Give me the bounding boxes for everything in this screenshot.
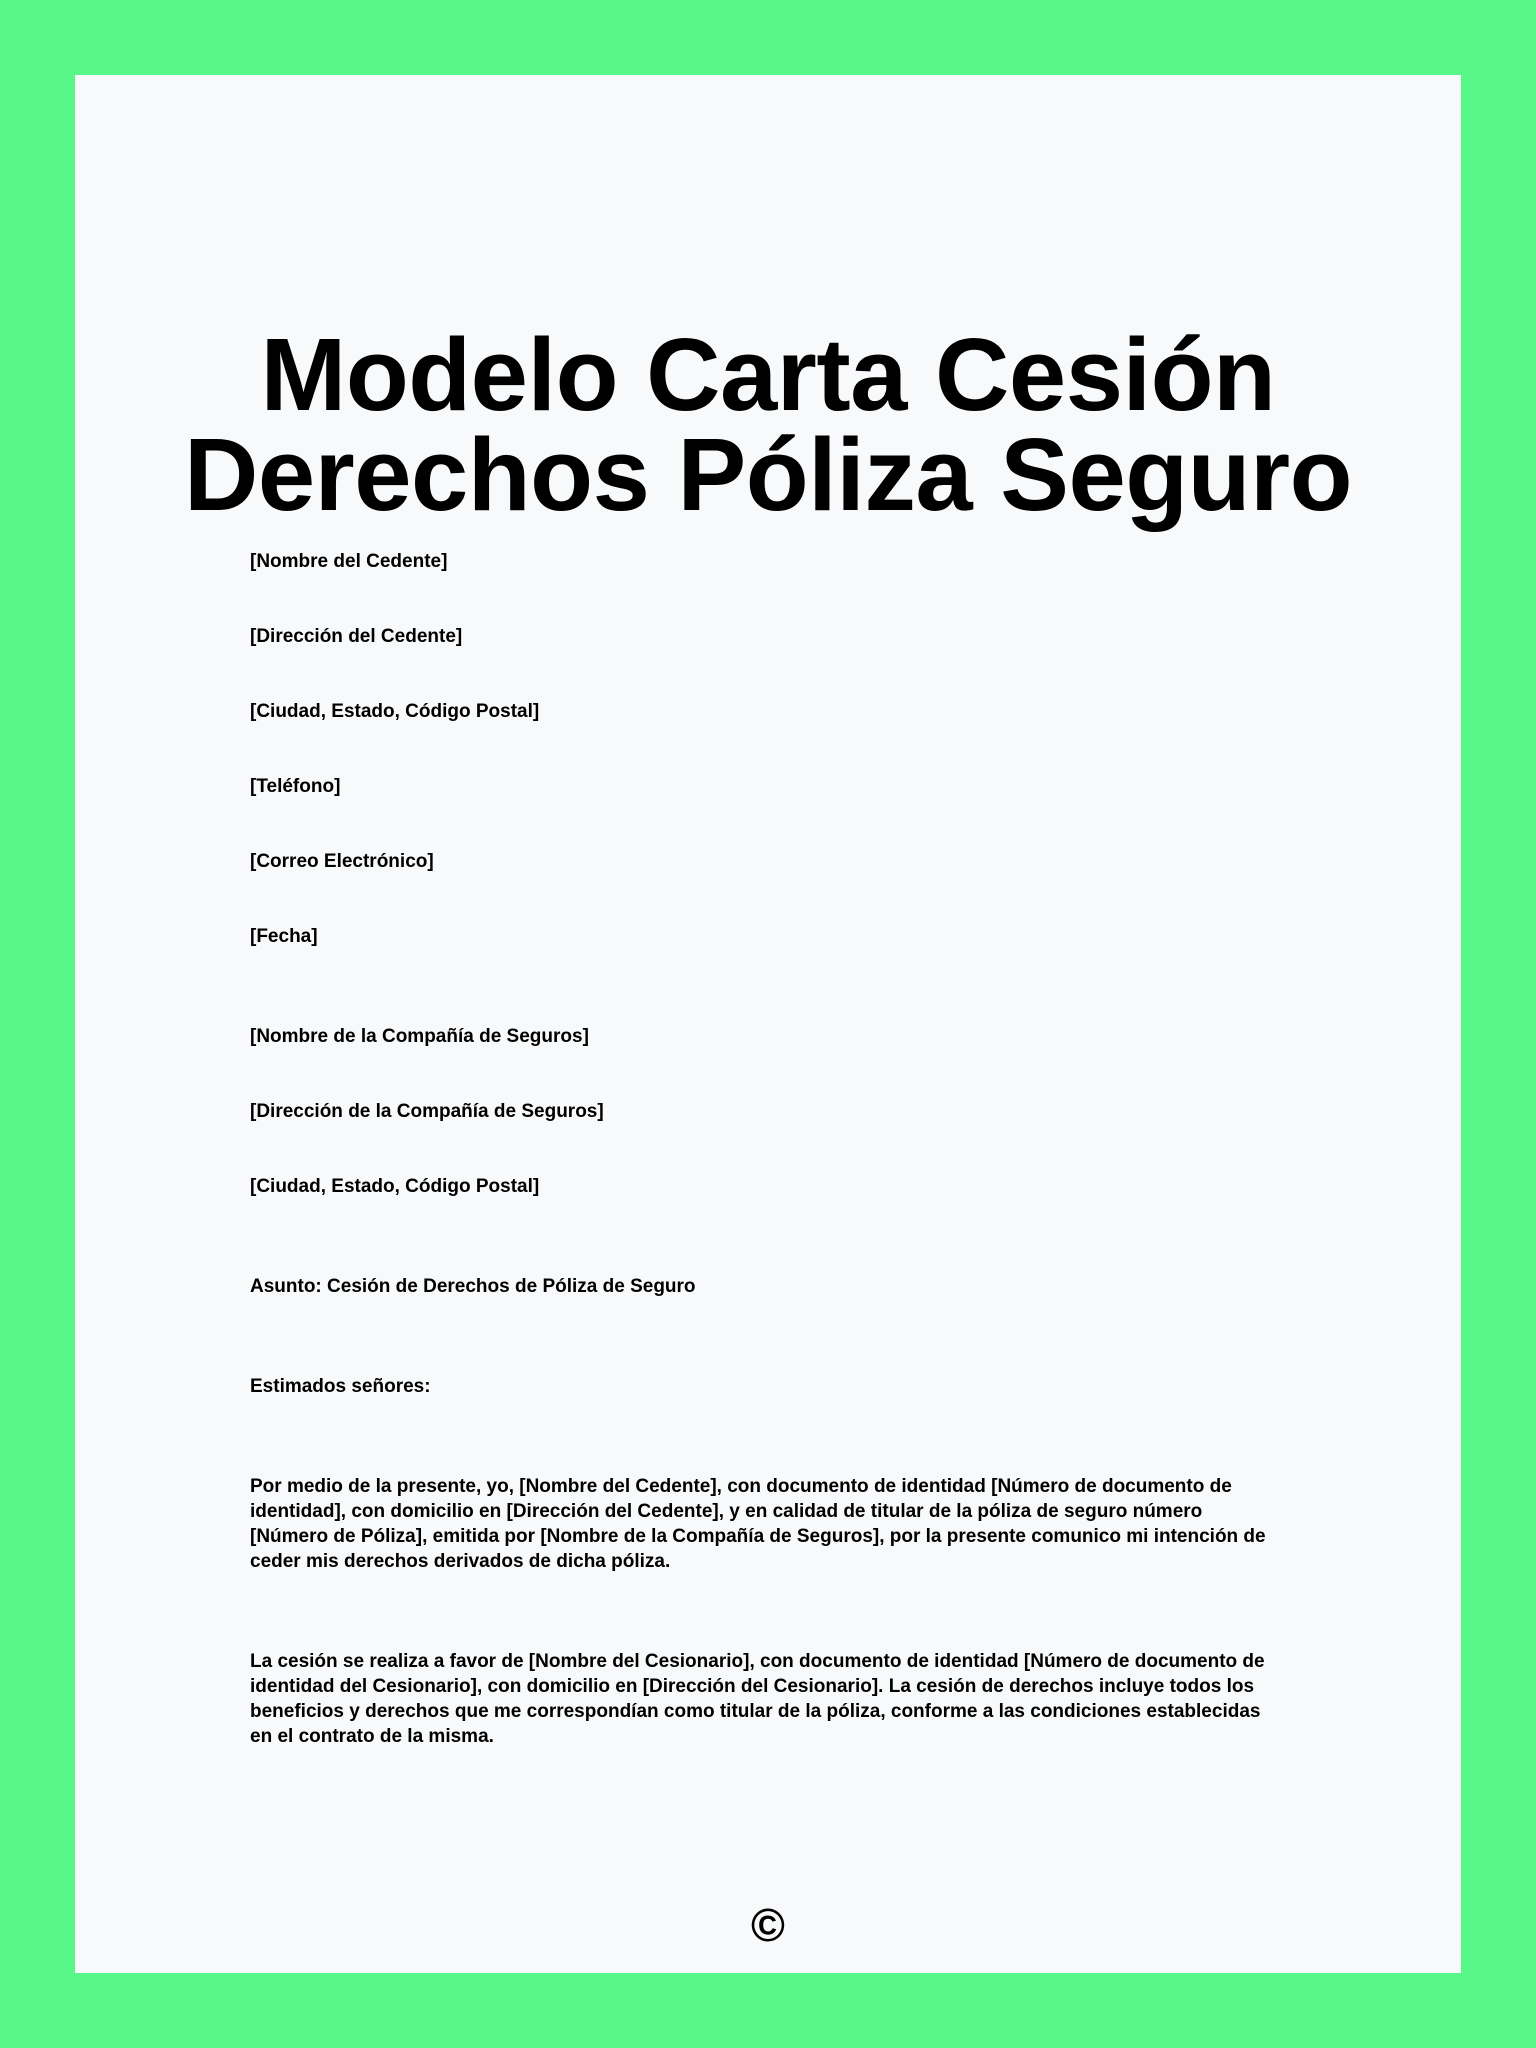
sender-city-state-zip: [Ciudad, Estado, Código Postal] — [250, 701, 540, 722]
sender-phone: [Teléfono] — [250, 776, 341, 797]
letter-date: [Fecha] — [250, 926, 318, 947]
letter-salutation: Estimados señores: — [250, 1376, 431, 1397]
title-line-2: Derechos Póliza Seguro — [183, 417, 1353, 532]
body-paragraph-2: La cesión se realiza a favor de [Nombre del Cesionario], con documento de identidad [Número de documento de identidad del Cesionario], con domicilio en [Dirección del Cesionario]. La cesión de derechos incluye todos los beneficios y derechos que me correspondían como titular de la póliza, conforme a las condiciones establecidas en el contrato de la misma. — [250, 1651, 1265, 1747]
document-page — [75, 75, 1461, 1973]
recipient-company-name: [Nombre de la Compañía de Seguros] — [250, 1026, 589, 1047]
sender-name: [Nombre del Cedente] — [250, 551, 448, 572]
recipient-city-state-zip: [Ciudad, Estado, Código Postal] — [250, 1176, 540, 1197]
recipient-company-address: [Dirección de la Compañía de Seguros] — [250, 1101, 604, 1122]
document-title — [75, 317, 1461, 532]
sender-email: [Correo Electrónico] — [250, 851, 434, 872]
body-paragraph-1: Por medio de la presente, yo, [Nombre del Cedente], con documento de identidad [Número de documento de identidad], con domicilio en [Dirección del Cedente], y en calidad de titular de la póliza de seguro número [Número de Póliza], emitida por [Nombre de la Compañía de Seguros], por la presente comunico mi intención de ceder mis derechos derivados de dicha póliza. — [250, 1476, 1266, 1572]
sender-address: [Dirección del Cedente] — [250, 626, 463, 647]
copyright-icon: © — [751, 1899, 785, 1951]
letter-subject: Asunto: Cesión de Derechos de Póliza de Seguro — [250, 1276, 696, 1297]
title-line-1: Modelo Carta Cesión — [260, 317, 1276, 432]
